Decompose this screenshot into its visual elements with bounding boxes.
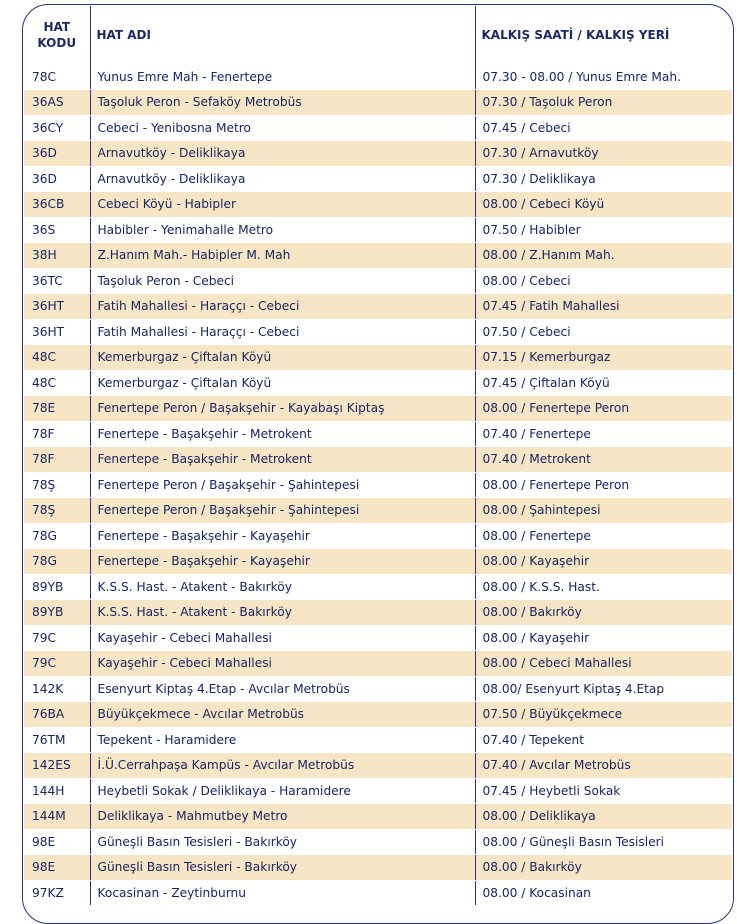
table-row bbox=[24, 345, 732, 371]
departure-cell: 07.50 / Büyükçekmece bbox=[475, 702, 732, 728]
departure-cell: 07.30 / Arnavutköy bbox=[475, 141, 732, 167]
route-code-cell: 78F bbox=[24, 447, 90, 473]
route-code-cell: 98E bbox=[24, 855, 90, 881]
route-name-cell: K.S.S. Hast. - Atakent - Bakırköy bbox=[90, 600, 475, 626]
table-row bbox=[24, 64, 732, 90]
route-name-cell: Büyükçekmece - Avcılar Metrobüs bbox=[90, 702, 475, 728]
departure-cell: 08.00 / Güneşli Basın Tesisleri bbox=[475, 829, 732, 855]
route-name-cell: Fatih Mahallesi - Haraççı - Cebeci bbox=[90, 319, 475, 345]
route-name-cell: Güneşli Basın Tesisleri - Bakırköy bbox=[90, 855, 475, 881]
route-name-cell: Kemerburgaz - Çiftalan Köyü bbox=[90, 345, 475, 371]
table-row bbox=[24, 243, 732, 269]
departure-cell: 08.00/ Esenyurt Kiptaş 4.Etap bbox=[475, 676, 732, 702]
route-code-cell: 36TC bbox=[24, 268, 90, 294]
departure-cell: 08.00 / Cebeci Mahallesi bbox=[475, 651, 732, 677]
table-row bbox=[24, 217, 732, 243]
route-code-cell: 78G bbox=[24, 549, 90, 575]
route-code-cell: 76BA bbox=[24, 702, 90, 728]
route-name-cell: Fenertepe - Başakşehir - Kayaşehir bbox=[90, 523, 475, 549]
route-code-cell: 36D bbox=[24, 166, 90, 192]
table-row bbox=[24, 319, 732, 345]
departure-cell: 07.45 / Heybetli Sokak bbox=[475, 778, 732, 804]
departure-cell: 07.40 / Metrokent bbox=[475, 447, 732, 473]
route-name-cell: Yunus Emre Mah - Fenertepe bbox=[90, 64, 475, 90]
route-code-cell: 36AS bbox=[24, 90, 90, 116]
departure-cell: 07.30 / Deliklikaya bbox=[475, 166, 732, 192]
departure-cell: 08.00 / Z.Hanım Mah. bbox=[475, 243, 732, 269]
route-name-cell: Cebeci Köyü - Habipler bbox=[90, 192, 475, 218]
route-name-cell: Fenertepe - Başakşehir - Kayaşehir bbox=[90, 549, 475, 575]
table-row bbox=[24, 625, 732, 651]
table-row bbox=[24, 880, 732, 906]
table-row bbox=[24, 498, 732, 524]
table-row bbox=[24, 370, 732, 396]
table-row bbox=[24, 804, 732, 830]
departure-cell: 08.00 / Fenertepe Peron bbox=[475, 472, 732, 498]
route-code-cell: 48C bbox=[24, 370, 90, 396]
route-code-cell: 78Ş bbox=[24, 472, 90, 498]
departure-cell: 07.45 / Çiftalan Köyü bbox=[475, 370, 732, 396]
header-code-line1: HAT bbox=[43, 20, 71, 34]
departure-cell: 08.00 / Kayaşehir bbox=[475, 625, 732, 651]
departure-cell: 08.00 / Şahintepesi bbox=[475, 498, 732, 524]
route-code-cell: 79C bbox=[24, 651, 90, 677]
departure-cell: 08.00 / Kayaşehir bbox=[475, 549, 732, 575]
route-code-cell: 36D bbox=[24, 141, 90, 167]
table-row bbox=[24, 472, 732, 498]
route-code-cell: 38H bbox=[24, 243, 90, 269]
departure-cell: 07.50 / Cebeci bbox=[475, 319, 732, 345]
route-name-cell: Fenertepe - Başakşehir - Metrokent bbox=[90, 447, 475, 473]
table-row bbox=[24, 421, 732, 447]
table-row bbox=[24, 753, 732, 779]
table-row bbox=[24, 574, 732, 600]
table-body bbox=[24, 64, 732, 906]
table-row bbox=[24, 600, 732, 626]
route-name-cell: Kayaşehir - Cebeci Mahallesi bbox=[90, 651, 475, 677]
route-name-cell: Tepekent - Haramidere bbox=[90, 727, 475, 753]
route-code-cell: 36CB bbox=[24, 192, 90, 218]
table-row bbox=[24, 676, 732, 702]
route-name-cell: Arnavutköy - Deliklikaya bbox=[90, 166, 475, 192]
table-row bbox=[24, 549, 732, 575]
route-name-cell: Habibler - Yenimahalle Metro bbox=[90, 217, 475, 243]
table-row bbox=[24, 651, 732, 677]
departure-cell: 07.40 / Tepekent bbox=[475, 727, 732, 753]
route-code-cell: 78C bbox=[24, 64, 90, 90]
route-code-cell: 78F bbox=[24, 421, 90, 447]
departure-cell: 07.45 / Fatih Mahallesi bbox=[475, 294, 732, 320]
route-code-cell: 89YB bbox=[24, 574, 90, 600]
route-name-cell: Arnavutköy - Deliklikaya bbox=[90, 141, 475, 167]
departure-cell: 08.00 / Deliklikaya bbox=[475, 804, 732, 830]
route-name-cell: Taşoluk Peron - Cebeci bbox=[90, 268, 475, 294]
route-name-cell: Güneşli Basın Tesisleri - Bakırköy bbox=[90, 829, 475, 855]
route-name-cell: Kocasinan - Zeytinburnu bbox=[90, 880, 475, 906]
route-name-cell: Fatih Mahallesi - Haraççı - Cebeci bbox=[90, 294, 475, 320]
route-code-cell: 144M bbox=[24, 804, 90, 830]
table-row bbox=[24, 115, 732, 141]
route-name-cell: Deliklikaya - Mahmutbey Metro bbox=[90, 804, 475, 830]
route-code-cell: 98E bbox=[24, 829, 90, 855]
departure-cell: 08.00 / Cebeci bbox=[475, 268, 732, 294]
route-code-cell: 78Ş bbox=[24, 498, 90, 524]
table-row bbox=[24, 855, 732, 881]
table-row bbox=[24, 192, 732, 218]
departure-cell: 07.40 / Avcılar Metrobüs bbox=[475, 753, 732, 779]
route-code-cell: 97KZ bbox=[24, 880, 90, 906]
route-code-cell: 142ES bbox=[24, 753, 90, 779]
route-code-cell: 36CY bbox=[24, 115, 90, 141]
header-route-name: HAT ADI bbox=[90, 6, 475, 64]
table-row bbox=[24, 523, 732, 549]
route-code-cell: 36HT bbox=[24, 319, 90, 345]
departure-cell: 07.45 / Cebeci bbox=[475, 115, 732, 141]
departure-cell: 08.00 / Bakırköy bbox=[475, 855, 732, 881]
route-name-cell: Fenertepe Peron / Başakşehir - Şahintepesi bbox=[90, 472, 475, 498]
table-row bbox=[24, 778, 732, 804]
departure-cell: 07.50 / Habibler bbox=[475, 217, 732, 243]
route-name-cell: Taşoluk Peron - Sefaköy Metrobüs bbox=[90, 90, 475, 116]
departure-cell: 08.00 / Fenertepe bbox=[475, 523, 732, 549]
route-name-cell: Esenyurt Kiptaş 4.Etap - Avcılar Metrobüs bbox=[90, 676, 475, 702]
departure-cell: 08.00 / Cebeci Köyü bbox=[475, 192, 732, 218]
route-code-cell: 78E bbox=[24, 396, 90, 422]
route-name-cell: K.S.S. Hast. - Atakent - Bakırköy bbox=[90, 574, 475, 600]
table-row bbox=[24, 294, 732, 320]
table-row bbox=[24, 829, 732, 855]
table-row bbox=[24, 447, 732, 473]
route-code-cell: 89YB bbox=[24, 600, 90, 626]
route-name-cell: Kayaşehir - Cebeci Mahallesi bbox=[90, 625, 475, 651]
route-code-cell: 142K bbox=[24, 676, 90, 702]
route-code-cell: 79C bbox=[24, 625, 90, 651]
departure-cell: 07.30 - 08.00 / Yunus Emre Mah. bbox=[475, 64, 732, 90]
route-code-cell: 48C bbox=[24, 345, 90, 371]
route-name-cell: Fenertepe Peron / Başakşehir - Şahintepesi bbox=[90, 498, 475, 524]
table-header bbox=[24, 6, 732, 64]
departure-cell: 08.00 / K.S.S. Hast. bbox=[475, 574, 732, 600]
route-name-cell: Fenertepe - Başakşehir - Metrokent bbox=[90, 421, 475, 447]
route-code-cell: 76TM bbox=[24, 727, 90, 753]
departure-cell: 07.15 / Kemerburgaz bbox=[475, 345, 732, 371]
route-name-cell: Heybetli Sokak / Deliklikaya - Haramidere bbox=[90, 778, 475, 804]
route-code-cell: 36S bbox=[24, 217, 90, 243]
departure-cell: 08.00 / Bakırköy bbox=[475, 600, 732, 626]
table-row bbox=[24, 90, 732, 116]
table-row bbox=[24, 166, 732, 192]
route-code-cell: 78G bbox=[24, 523, 90, 549]
bus-schedule-table bbox=[24, 6, 732, 906]
table-row bbox=[24, 702, 732, 728]
table-row bbox=[24, 396, 732, 422]
route-code-cell: 144H bbox=[24, 778, 90, 804]
route-name-cell: Kemerburgaz - Çiftalan Köyü bbox=[90, 370, 475, 396]
table-row bbox=[24, 727, 732, 753]
header-code-line2: KODU bbox=[37, 36, 77, 50]
departure-cell: 07.40 / Fenertepe bbox=[475, 421, 732, 447]
departure-cell: 08.00 / Fenertepe Peron bbox=[475, 396, 732, 422]
header-route-code bbox=[24, 6, 90, 64]
table-row bbox=[24, 141, 732, 167]
header-departure: KALKIŞ SAATİ / KALKIŞ YERİ bbox=[475, 6, 732, 64]
route-code-cell: 36HT bbox=[24, 294, 90, 320]
departure-cell: 07.30 / Taşoluk Peron bbox=[475, 90, 732, 116]
route-name-cell: Z.Hanım Mah.- Habipler M. Mah bbox=[90, 243, 475, 269]
table-row bbox=[24, 268, 732, 294]
route-name-cell: İ.Ü.Cerrahpaşa Kampüs - Avcılar Metrobüs bbox=[90, 753, 475, 779]
route-name-cell: Cebeci - Yenibosna Metro bbox=[90, 115, 475, 141]
route-name-cell: Fenertepe Peron / Başakşehir - Kayabaşı Kiptaş bbox=[90, 396, 475, 422]
departure-cell: 08.00 / Kocasinan bbox=[475, 880, 732, 906]
